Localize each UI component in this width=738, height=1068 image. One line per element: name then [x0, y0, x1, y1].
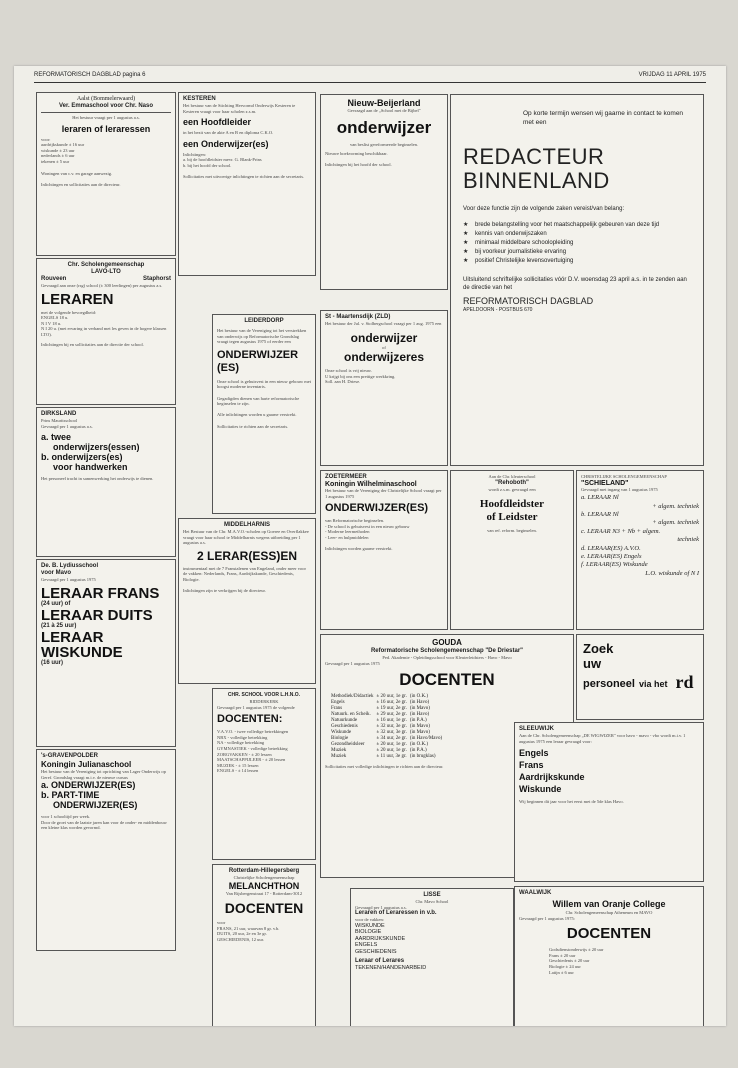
ad-lydius-school: De. B. Lydiusschool	[41, 563, 99, 569]
ad-dirksland-a: a.	[41, 432, 49, 443]
rd-logo-icon: rd	[675, 672, 694, 692]
ad-lisse-subject: ENGELS	[355, 942, 378, 949]
ad-schieland-org: CHRISTELIJKE SCHOLENGEMEENSCHAP	[581, 474, 667, 479]
ad-redacteur-apply: Uitsluitend schriftelijke sollicitaties vóór D.V. woensdag 23 april a.s. in te zenden aan de directie van het	[463, 277, 687, 291]
ad-dirksland: DIRKSLAND Prins Mauritsschool Gevraagd per 1 augustus a.s. a. twee onderwijzers(essen) b. onderwijzers(es) voor handwerken Het personeel tracht in samenwerking het onderwijs te dienen.	[36, 407, 176, 557]
ad-melanchthon-title: DOCENTEN	[224, 900, 304, 917]
ad-aalst-title: leraren of leraressen	[61, 123, 151, 134]
ad-dirksland-l2: onderwijzers(essen)	[53, 442, 140, 453]
ad-dirksland-l3: onderwijzers(es)	[51, 452, 123, 463]
ad-lisse-place: LISSE	[423, 892, 441, 898]
ad-lydius-frans: LERAAR FRANS	[41, 584, 160, 602]
ad-melanchthon-school: MELANCHTHON	[228, 880, 300, 891]
ad-beijerland: Nieuw-Beijerland Gevraagd aan de „School met de Bijbel" onderwijzer van beslist gereformeerde beginselen. Nieuwe boekvorming beschikbaar. Inlichtingen bij het hoofd der school.	[320, 94, 448, 290]
ad-schieland-line: f. LERAAR(ES) Wiskunde	[581, 561, 648, 569]
ad-rehoboth: Aan de Chr. kleuterschool "Rehoboth" wordt z.s.m. gevraagd een Hoofdleidster of Leidster van ref. reform. beginselen.	[450, 470, 574, 630]
ad-schieland-line: e. LERAAR(ES) Engels	[581, 553, 642, 561]
ad-dirksland-place: DIRKSLAND	[41, 411, 77, 417]
ad-maartensdijk-place: St - Maartensdijk (ZLD)	[325, 314, 391, 320]
header-right: VRIJDAG 11 APRIL 1975	[638, 72, 706, 78]
ad-rouveen-org: Chr. Scholengemeenschap	[67, 262, 145, 268]
ad-schieland-line: c. LERAAR N3 + Nb + algem.	[581, 527, 661, 535]
ad-rouveen-type: LAVO-LTO	[91, 269, 121, 275]
ad-gouda-place: GOUDA	[432, 638, 462, 647]
ad-lydius-wiskunde: WISKUNDE	[41, 643, 123, 661]
ad-schieland: CHRISTELIJKE SCHOLENGEMEENSCHAP "SCHIELAND" Gevraagd met ingang van 1 augustus 1975 a. LERAAR Nl + algem. techniek b. LERAAR Nl + algem. techniek c. LERAAR N3 + Nb + algem. techniek d. LERAAR(ES) A.V.O. e. LERAAR(ES) Engels f. LERAAR(ES) Wiskunde L.O. wiskunde of N I	[576, 470, 704, 630]
ad-rehoboth-title2: of Leidster	[486, 511, 538, 524]
ad-schieland-line: a. LERAAR Nl	[581, 494, 619, 502]
ad-lydius-frans-hours: (24 uur) of	[41, 600, 71, 607]
ad-zoek-l1: Zoek	[583, 641, 614, 656]
ad-redacteur	[450, 94, 704, 466]
ad-melanchthon-place: Rotterdam-Hillegersberg	[228, 868, 300, 874]
ad-lhno-title: DOCENTEN:	[217, 713, 283, 726]
ad-dirksland-b: b.	[41, 452, 49, 463]
ad-schieland-line: d. LERAAR(ES) A.V.O.	[581, 544, 641, 552]
ad-gravenpolder-place: 's-GRAVENPOLDER	[41, 753, 98, 759]
ad-lydius-duits-hours: (21 à 25 uur)	[41, 622, 77, 629]
ad-gravenpolder-b: b.	[41, 790, 49, 801]
ad-redacteur-req: Voor deze functie zijn de volgende zaken vereist/van belang:	[463, 206, 625, 212]
ad-schieland-line: techniek	[677, 536, 699, 544]
ad-gravenpolder-l3: ONDERWIJZER(ES)	[53, 800, 138, 811]
page-header	[34, 72, 706, 83]
ad-lisse-title2: Leraar of Lerares	[355, 958, 405, 965]
ad-kesteren-h1: een Hoofdleider	[183, 117, 252, 128]
ad-rouveen-place1: Rouveen	[41, 276, 67, 282]
ad-zoek-l3: personeel	[583, 678, 635, 690]
ad-lhno: CHR. SCHOOL VOOR L.H.N.O. RIDDERKERK Gevraagd per 1 augustus 1975 de volgende DOCENTEN: V.A.V.O. - twee volledige betrekkingen NBX - volledige betrekking NA - volledige betrekking GYMNASTIEK - volledige betrekking ZORGVAKKEN - ± 20 lessen MAATSCHAPPIJLEER - ± 20 lessen MUZIEK - ± 15 lessen ENGELS - ± 14 lessen	[212, 688, 316, 860]
ad-schieland-line: + algem. techniek	[652, 519, 699, 527]
ad-zoetermeer-school: Koningin Wilhelminaschool	[325, 481, 417, 488]
ad-sleeuwijk-place: SLEEUWIJK	[519, 726, 555, 732]
ad-kesteren-place: KESTEREN	[183, 96, 216, 102]
ad-sleeuwijk-subject: Engels	[519, 748, 549, 759]
ad-redacteur-intro: Op korte termijn wensen wij gaarne in contact te komen met een	[523, 110, 684, 126]
ad-zoetermeer-place: ZOETERMEER	[325, 474, 367, 480]
ad-leiderdorp-title: ONDERWIJZER (ES)	[217, 348, 299, 374]
ad-middelharnis-place: MIDDELHARNIS	[224, 522, 270, 528]
ad-zoek	[576, 634, 704, 720]
ad-lydius-wiskunde-hours: (16 uur)	[41, 659, 64, 666]
ad-zoek-l4: via het	[638, 679, 668, 689]
ad-zoek-l2: uw	[583, 656, 602, 671]
ad-rouveen: Chr. Scholengemeenschap LAVO-LTO Rouveen Staphorst Gevraagd aan onze (rsg) school (± 300 leerlingen) per augustus a.s. LERAREN met de volgende bevoegdheid: ENGELS 18 u. N I V 18 u. N I 20 u. (met ervaring in verband met les geven in de hogere klassen LTO). Inlichtingen bij en sollicitaties aan de directie der school.	[36, 258, 176, 405]
ad-lisse-subject: WISKUNDE	[355, 922, 385, 929]
ad-zoetermeer: ZOETERMEER Koningin Wilhelminaschool Het bestuur van de Vereniging der Christelijke School vraagt per 1 augustus 1975 ONDERWIJZER(ES) van Reformatorische beginselen. - De school is gehuisvest in een nieuw gebouw - Moderne leermethoden - Leer- en hulpmiddelen Inlichtingen worden gaarne verstrekt.	[320, 470, 448, 630]
ad-sleeuwijk: SLEEUWIJK Aan de Chr. Scholengemeenschap „DE WIGWIZER" voor havo - mavo - vbo wordt m.i.v. 1 augustus 1975 een leraar gevraagd voor: Engels Frans Aardrijkskunde Wiskunde Wij beginnen dit jaar voor het eerst met de 5de klas Havo.	[514, 722, 704, 882]
ad-maartensdijk-l1: onderwijzer	[350, 330, 418, 345]
ad-beijerland-title: onderwijzer	[336, 117, 432, 137]
ad-lisse-subject: GESCHIEDENIS	[355, 948, 397, 955]
ad-lisse-subject: AARDRIJKSKUNDE	[355, 935, 406, 942]
ad-lisse-title3: TEKENEN/HANDENARBEID	[355, 965, 427, 972]
ad-leiderdorp: LEIDERDORP Het bestuur van de Vereniging tot het verstrekken van onderwijs op Reformatorische Grondslag vraagt tegen augustus 1975 of eerder een ONDERWIJZER (ES) Onze school is gehuisvest in een nieuw gebouw met hoogst moderne inventaris. Gegadigden dienen van harte reformatorische beginselen te zijn. Alle inlichtingen worden u gaarne verstrekt. Sollicitaties te richten aan de secretaris.	[212, 314, 316, 514]
ad-redacteur-item: ★ kennis van onderwijszaken	[463, 231, 547, 237]
ad-rehoboth-title1: Hoofdleidster	[479, 498, 545, 511]
ad-schieland-line: + algem. techniek	[652, 502, 699, 510]
ad-waalwijk: WAALWIJK Willem van Oranje College Chr. Scholengemeenschap Atheneum en MAVO Gevraagd per 1 augustus 1975: DOCENTEN Godsdienstonderwijs ± 20 uur Frans ± 20 uur Geschiedenis ± 20 uur Biologie ± 24 uur Latijn ± 6 uur	[514, 886, 704, 1026]
ad-zoetermeer-title: ONDERWIJZER(ES)	[325, 502, 429, 515]
ad-gouda: GOUDA Reformatorische Scholengemeenschap "De Driestar" Ped. Akademie - Opleidingsschool voor Kleuterleidsters - Havo - Mavo Gevraagd per 1 augustus 1975 DOCENTEN Methodiek/Didactiek ± 20 uur, 1e gr. (in O.K.) Engels ± 16 uur, 2e gr. (in Havo) Frans ± 19 uur, 2e gr. (in Mavo) Natuurk. en Scheik. ± 29 uur, 2e gr. (in Havo) Natuurkunde ± 16 uur, 1e gr. (in P.A.) Geschiedenis ± 32 uur, 3e gr. (in Mavo) Wiskunde ± 32 uur, 3e gr. (in Mavo) Biologie ± 34 uur, 2e gr. (in Havo/Mavo) Gezondheidsleer ± 20 uur, 1e gr. (in O.K.) Muziek ± 20 uur, 1e gr. (in P.A.) Muziek ± 11 uur, 3e gr. (in brugklas) Sollicitaties met volledige inlichtingen te richten aan de directeur.	[320, 634, 574, 878]
ad-kesteren: KESTEREN Het bestuur van de Stichting Hervormd Onderwijs Kesteren te Kesteren vraagt voor haar scholen z.s.m. een Hoofdleider in het bezit van de akte A en B en diploma C.K.O. een Onderwijzer(es) Inlichtingen: a. bij de hoofdleidster mevr. G. Blank-Prins b. bij het hoofd der school. Sollicitaties met uitvoerige inlichtingen te richten aan de secretaris.	[178, 92, 316, 276]
ad-lydius-duits: LERAAR DUITS	[41, 606, 153, 624]
ad-redacteur-address: APELDOORN - POSTBUS 670	[463, 307, 533, 313]
ad-middelharnis: MIDDELHARNIS Het Bestuur van de Chr. M.A.V.O.-scholen op Goeree en Overflakkee vraagt voor haar school te Middelharnis wegens uitbreiding per 1 augustus a.s. 2 LERAR(ESS)EN instrumentaal met de 7 Franstalenen van Engeland, onder meer voor de vakken: Nederlands, Frans, Aardrijkskunde, Geschiedenis, Biologie. Inlichtingen zijn te verkrijgen bij de directeur.	[178, 518, 316, 684]
ad-leiderdorp-place: LEIDERDORP	[244, 318, 284, 324]
ad-melanchthon: Rotterdam-Hillegersberg Christelijke Scholengemeenschap MELANCHTHON Van Rijsbergenstraat 17 - Rotterdam-3012 DOCENTEN voor FRANS, 21 uur, waarvan 8 gr. v.b. DUITS, 20 uur, 2e en 3e gr. GESCHIEDENIS, 12 uur.	[212, 864, 316, 1026]
ad-gravenpolder-l2: PART-TIME	[51, 790, 100, 801]
ad-lhno-school: CHR. SCHOOL VOOR L.H.N.O.	[227, 692, 301, 698]
ad-maartensdijk-l3: onderwijzeres	[343, 350, 425, 365]
ad-redacteur-title2: BINNENLAND	[463, 168, 610, 193]
ad-kesteren-h2: een Onderwijzer(es)	[183, 138, 269, 149]
ad-gouda-school: Reformatorische Scholengemeenschap "De Driestar"	[370, 648, 524, 654]
ad-aalst: Aalst (Bommelerwaard) Ver. Emmaschool voor Chr. Naso Het bestuur vraagt per 1 augustus a.s. leraren of leraressen voor: aardrijkskunde ± 16 uur wiskunde ± 23 uur nederlands ± 6 uur tekenen ± 5 uur Woningen van c.v. en garage aanwezig. Inlichtingen en sollicitaties aan de directeur.	[36, 92, 176, 256]
ad-waalwijk-place: WAALWIJK	[519, 890, 552, 896]
ad-gravenpolder-l1: ONDERWIJZER(ES)	[51, 780, 136, 791]
ad-gravenpolder-a: a.	[41, 780, 49, 791]
ad-rehoboth-school: "Rehoboth"	[495, 479, 529, 486]
ad-redacteur-item: ★ minimaal middelbare schoolopleiding	[463, 240, 574, 246]
ad-gouda-title: DOCENTEN	[399, 670, 495, 690]
ad-sleeuwijk-subject: Wiskunde	[519, 784, 562, 795]
ad-dirksland-l1: twee	[51, 432, 72, 443]
ad-sleeuwijk-subject: Aardrijkskunde	[519, 772, 585, 783]
ad-lydius-leraar: LERAAR	[41, 628, 104, 646]
ad-lisse-title: Leraren of Leraressen in v.b.	[355, 910, 437, 917]
ad-lydius: De. B. Lydiusschool voor Mavo Gevraagd per 1 augustus 1975 LERAAR FRANS (24 uur) of LERAAR DUITS (21 à 25 uur) LERAAR WISKUNDE (16 uur)	[36, 559, 176, 747]
ad-maartensdijk: St - Maartensdijk (ZLD) Het bestuur der Jul. v. Stolbergschool vraagt per 1 aug. 1975 een onderwijzer of onderwijzeres Onze school is vrij nieuw. U krijgt bij ons een prettige werkkring. Soll. aan H. Driese.	[320, 310, 448, 466]
ad-dirksland-l4: voor handwerken	[53, 462, 128, 473]
ad-maartensdijk-l2: of	[382, 344, 386, 350]
header-left: REFORMATORISCH DAGBLAD pagina 6	[34, 72, 146, 78]
ad-lisse: LISSE Chr. Mavo School Gevraagd per 1 augustus a.s. Leraren of Leraressen in v.b. voor de vakken: WISKUNDE BIOLOGIE AARDRIJKSKUNDE ENGELS GESCHIEDENIS Leraar of Lerares TEKENEN/HANDENARBEID	[350, 888, 514, 1026]
newspaper-page	[14, 66, 726, 1026]
ad-rouveen-place2: Staphorst	[142, 276, 171, 282]
ad-sleeuwijk-subject: Frans	[519, 760, 544, 771]
ad-schieland-line: L.O. wiskunde of N I	[645, 569, 699, 577]
ad-gravenpolder: 's-GRAVENPOLDER Koningin Julianaschool Het bestuur van de Vereniging tot oprichting van Lager Onderwijs op Geref. Grondslag vraagt m.i.v. de nieuwe cursus a. ONDERWIJZER(ES) b. PART-TIME ONDERWIJZER(ES) voor 1 schooltijd per week. Door de groei van de laatste jaren kan voor de onder- en middenbouw een kleine klas worden gevormd.	[36, 749, 176, 951]
ad-redacteur-item: ★ positief Christelijke levensovertuiging	[463, 258, 574, 264]
ad-middelharnis-title: 2 LERAR(ESS)EN	[196, 548, 297, 563]
ad-redacteur-item: ★ brede belangstelling voor het maatschappelijk gebeuren van deze tijd	[463, 222, 660, 228]
ad-redacteur-paper: REFORMATORISCH DAGBLAD	[463, 296, 594, 306]
ad-schieland-name: "SCHIELAND"	[581, 479, 629, 487]
ad-beijerland-place: Nieuw-Beijerland	[347, 98, 421, 108]
ad-rouveen-title: LERAREN	[41, 290, 114, 308]
ad-waalwijk-title: DOCENTEN	[566, 925, 652, 943]
ad-schieland-line: b. LERAAR Nl	[581, 511, 619, 518]
ad-redacteur-item: ★ bij voorkeur journalistieke ervaring	[463, 249, 567, 255]
ad-aalst-place: Aalst (Bommelerwaard)	[76, 96, 136, 102]
ad-lisse-subject: BIOLOGIE	[355, 929, 382, 936]
ad-lydius-type: voor Mavo	[41, 570, 72, 576]
ad-gravenpolder-school: Koningin Julianaschool	[41, 760, 132, 769]
ad-redacteur-title1: REDACTEUR	[463, 144, 605, 169]
ad-aalst-school: Ver. Emmaschool voor Chr. Naso	[58, 103, 154, 109]
ad-waalwijk-school: Willem van Oranje College	[552, 899, 666, 909]
